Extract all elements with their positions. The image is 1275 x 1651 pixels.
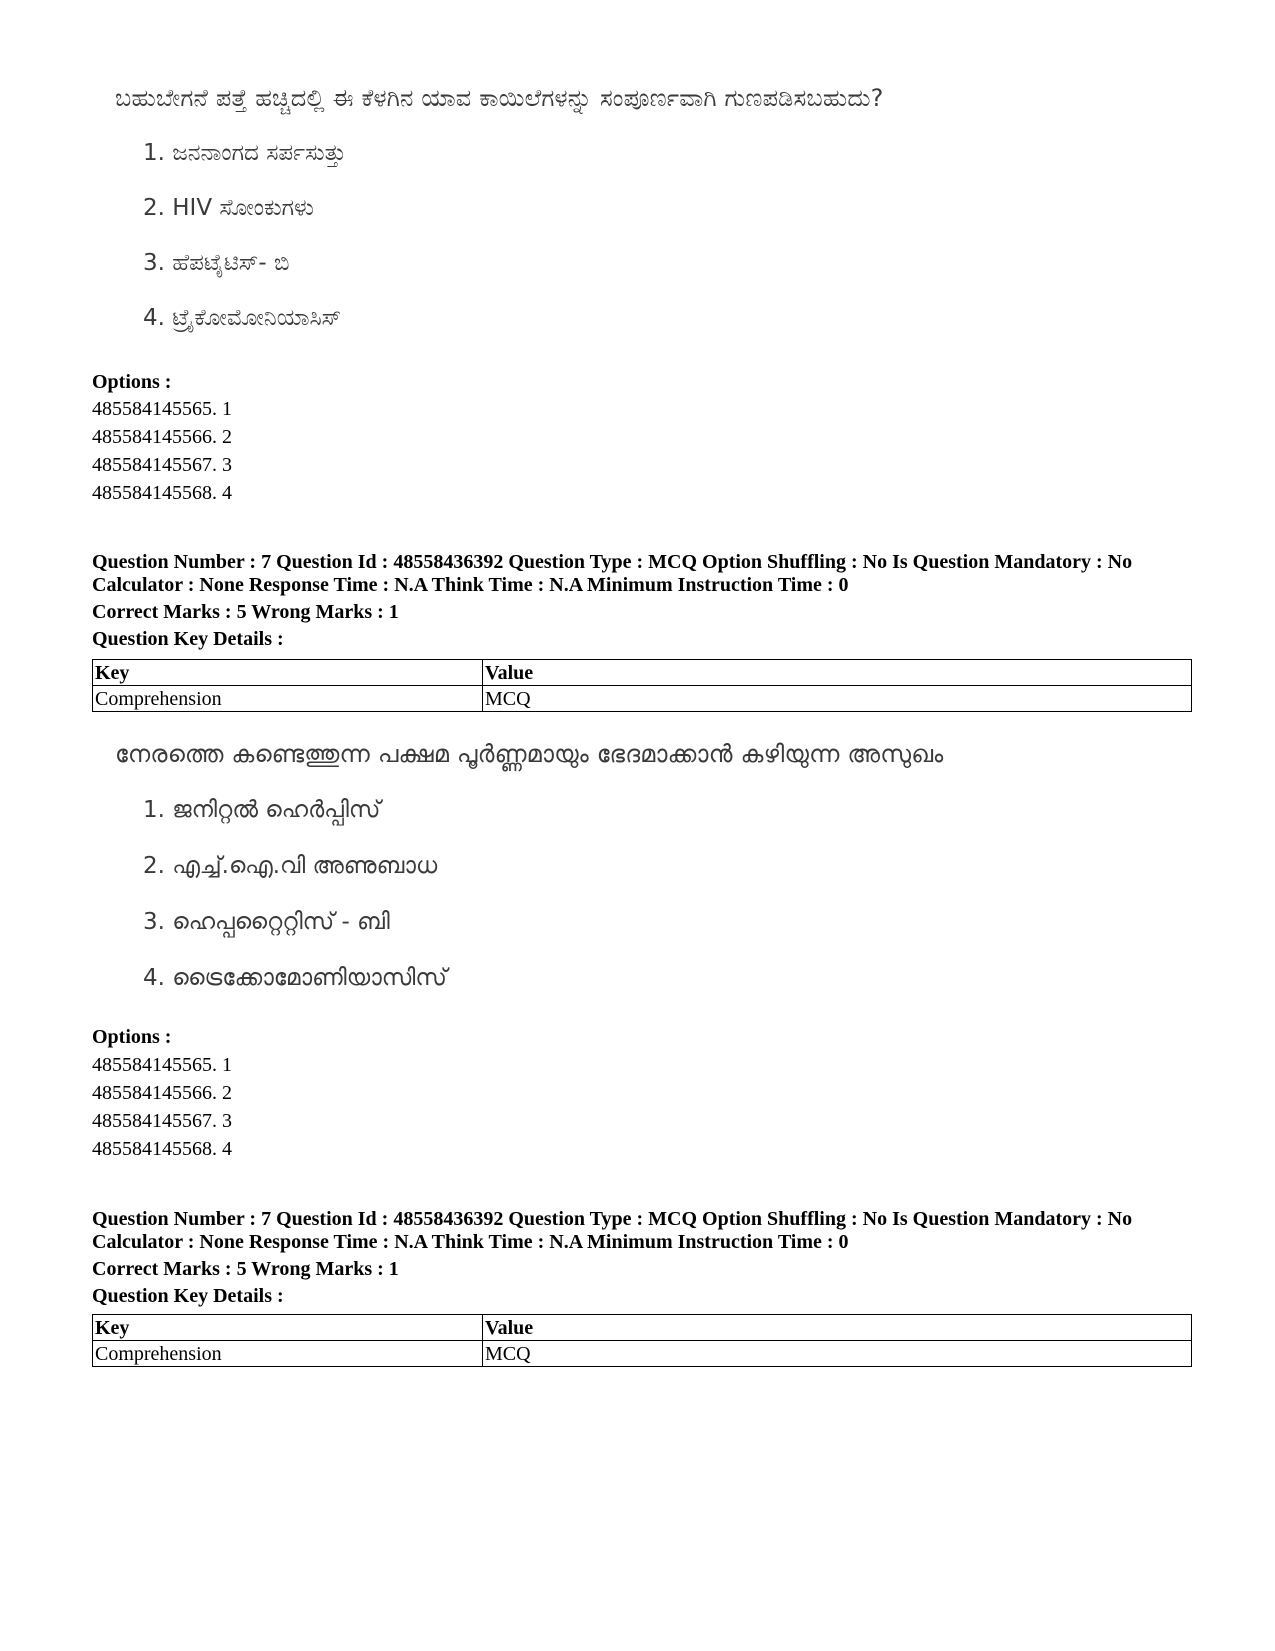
key-details-table [92, 1314, 1192, 1367]
option-item: 485584145566. 2 [92, 426, 232, 448]
option-item: 485584145567. 3 [92, 1110, 232, 1132]
choice-1: 1. ಜನನಾಂಗದ ಸರ್ಪಸುತ್ತು [143, 140, 347, 166]
question-meta-line: Question Number : 7 Question Id : 48558436392 Question Type : MCQ Option Shuffling : No Is Question Mandatory : No [92, 551, 1133, 573]
table-cell: Comprehension [93, 686, 483, 712]
question-text: ಬಹುಬೇಗನೆ ಪತ್ತೆ ಹಚ್ಚಿದಲ್ಲಿ ಈ ಕೆಳಗಿನ ಯಾವ ಕಾಯಿಲೆಗಳನ್ನು ಸಂಪೂರ್ಣವಾಗಿ ಗುಣಪಡಿಸಬಹುದು? [115, 84, 884, 112]
question-text: നേരത്തെ കണ്ടെത്തുന്ന പക്ഷമ പൂർണ്ണമായും ഭേദമാക്കാൻ കഴിയുന്ന അസുഖം [115, 740, 944, 768]
table-header-cell: Key [93, 660, 483, 686]
table-cell: MCQ [483, 686, 1192, 712]
key-details-label: Question Key Details : [92, 628, 284, 650]
table-header-cell: Value [483, 660, 1192, 686]
choice-4: 4. ಟ್ರೈಕೋಮೋನಿಯಾಸಿಸ್ [143, 305, 342, 331]
option-item: 485584145568. 4 [92, 482, 232, 504]
option-item: 485584145565. 1 [92, 1054, 232, 1076]
table-cell: Comprehension [93, 1341, 483, 1367]
option-item: 485584145567. 3 [92, 454, 232, 476]
table-header-cell: Value [483, 1315, 1192, 1341]
table-header-row [93, 1315, 1192, 1341]
table-cell: MCQ [483, 1341, 1192, 1367]
option-item: 485584145565. 1 [92, 398, 232, 420]
table-row [93, 1341, 1192, 1367]
choice-2: 2. HIV ಸೋಂಕುಗಳು [143, 195, 314, 221]
table-header-cell: Key [93, 1315, 483, 1341]
marks-line: Correct Marks : 5 Wrong Marks : 1 [92, 1258, 399, 1280]
question-meta-line: Calculator : None Response Time : N.A Think Time : N.A Minimum Instruction Time : 0 [92, 574, 849, 596]
choice-1: 1. ജനിറ്റൽ ഹെർപ്പിസ് [143, 797, 381, 823]
question-meta-line: Question Number : 7 Question Id : 48558436392 Question Type : MCQ Option Shuffling : No Is Question Mandatory : No [92, 1208, 1133, 1230]
choice-3: 3. ഹെപ്പറ്റൈറ്റിസ് - ബി [143, 909, 390, 935]
question-meta-line: Calculator : None Response Time : N.A Think Time : N.A Minimum Instruction Time : 0 [92, 1231, 849, 1253]
key-details-table [92, 659, 1192, 712]
option-item: 485584145568. 4 [92, 1138, 232, 1160]
choice-3: 3. ಹೆಪಟೈಟಿಸ್- ಬಿ [143, 250, 290, 276]
table-header-row [93, 660, 1192, 686]
marks-line: Correct Marks : 5 Wrong Marks : 1 [92, 601, 399, 623]
options-label: Options : [92, 1026, 172, 1048]
table-row [93, 686, 1192, 712]
options-label: Options : [92, 371, 172, 393]
choice-2: 2. എച്ച്.ഐ.വി അണുബാധ [143, 853, 438, 879]
option-item: 485584145566. 2 [92, 1082, 232, 1104]
key-details-label: Question Key Details : [92, 1285, 284, 1307]
choice-4: 4. ട്രൈക്കോമോണിയാസിസ് [143, 965, 447, 991]
